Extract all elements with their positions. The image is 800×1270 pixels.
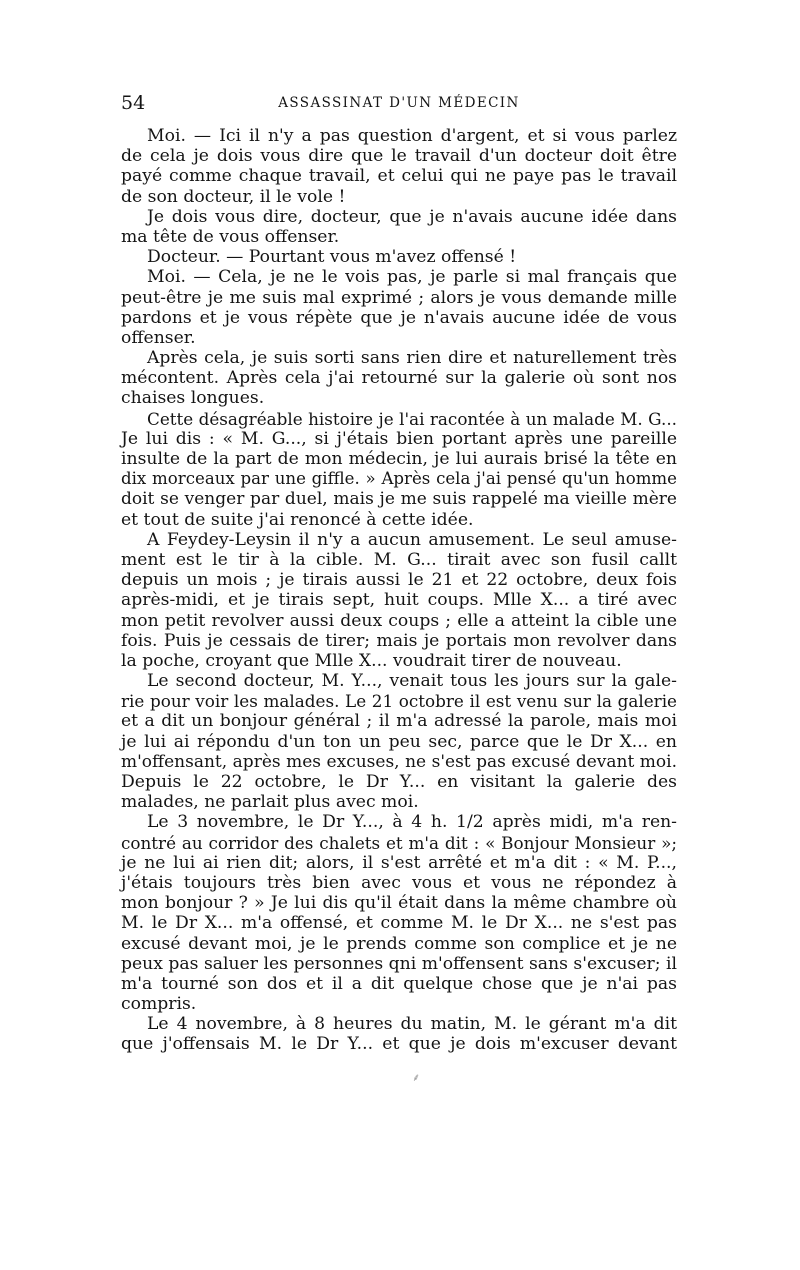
text-line: j'étais toujours très bien avec vous et vous ne répondez à — [121, 872, 677, 893]
page-number: 54 — [121, 92, 146, 114]
text-line: je lui ai répondu d'un ton un peu sec, parce que le Dr X... en — [121, 731, 677, 752]
running-title: ASSASSINAT D'UN MÉDECIN — [278, 95, 520, 111]
text-line: que j'offensais M. le Dr Y... et que je dois m'excuser devant — [121, 1034, 677, 1055]
text-line: de son docteur, il le vole ! — [121, 186, 346, 207]
text-line: de cela je dois vous dire que le travail d'un docteur doit être — [121, 146, 677, 167]
text-line: compris. — [121, 994, 197, 1015]
text-line: mon petit revolver aussi deux coups ; elle a atteint la cible une — [121, 610, 677, 631]
text-line: m'a tourné son dos et il a dit quelque chose que je n'ai pas — [121, 973, 677, 994]
text-line: payé comme chaque travail, et celui qui ne paye pas le travail — [121, 166, 677, 187]
text-line: dix morceaux par une giffle. » Après cela j'ai pensé qu'un homme — [121, 469, 677, 489]
text-line: Je dois vous dire, docteur, que je n'avais aucune idée dans — [147, 206, 677, 227]
text-line: après-midi, et je tirais sept, huit coups. Mlle X... a tiré avec — [121, 590, 677, 611]
text-line: la poche, croyant que Mlle X... voudrait tirer de nouveau. — [121, 650, 622, 671]
text-line: A Feydey-Leysin il n'y a aucun amusement. Le seul amuse- — [147, 529, 677, 550]
body-text — [121, 126, 677, 1055]
text-line: offenser. — [121, 327, 196, 348]
text-line: Après cela, je suis sorti sans rien dire et naturellement très — [147, 348, 677, 369]
text-line: mécontent. Après cela j'ai retourné sur la galerie où sont nos — [121, 368, 677, 389]
text-line: Le 3 novembre, le Dr Y..., à 4 h. 1/2 après midi, m'a ren- — [147, 812, 677, 833]
text-line: depuis un mois ; je tirais aussi le 21 et 22 octobre, deux fois — [121, 570, 677, 591]
text-line: Le second docteur, M. Y..., venait tous les jours sur la gale- — [147, 671, 677, 692]
text-line: rie pour voir les malades. Le 21 octobre il est venu sur la galerie — [121, 691, 677, 712]
text-line: peut-être je me suis mal exprimé ; alors je vous demande mille — [121, 287, 677, 308]
text-line: excusé devant moi, je le prends comme son complice et je ne — [121, 933, 677, 954]
text-line: et a dit un bonjour général ; il m'a adressé la parole, mais moi — [121, 711, 677, 732]
text-line: doit se venger par duel, mais je me suis rappelé ma vieille mère — [121, 489, 677, 510]
text-line: ma tête de vous offenser. — [121, 226, 340, 247]
text-line: m'offensant, après mes excuses, ne s'est pas excusé devant moi. — [121, 751, 677, 772]
text-line: chaises longues. — [121, 388, 265, 409]
text-line: Le 4 novembre, à 8 heures du matin, M. le gérant m'a dit — [147, 1014, 677, 1035]
text-line: Depuis le 22 octobre, le Dr Y... en visitant la galerie des — [121, 772, 677, 792]
text-line: Docteur. — Pourtant vous m'avez offensé ! — [147, 247, 517, 268]
text-line: M. le Dr X... m'a offensé, et comme M. le Dr X... ne s'est pas — [121, 913, 677, 934]
text-line: malades, ne parlait plus avec moi. — [121, 792, 419, 813]
text-line: Moi. — Cela, je ne le vois pas, je parle si mal français que — [147, 267, 677, 288]
text-line: pardons et je vous répète que je n'avais aucune idée de vous — [121, 307, 677, 328]
text-line: insulte de la part de mon médecin, je lui aurais brisé la tête en — [121, 449, 677, 469]
text-line: Moi. — Ici il n'y a pas question d'argent, et si vous parlez — [147, 126, 677, 146]
text-line: peux pas saluer les personnes qni m'offensent sans s'excuser; il — [121, 953, 677, 974]
text-line: contré au corridor des chalets et m'a dit : « Bonjour Monsieur »; — [121, 832, 677, 853]
text-line: je ne lui ai rien dit; alors, il s'est arrêté et m'a dit : « M. P..., — [121, 852, 677, 873]
text-line: ment est le tir à la cible. M. G... tirait avec son fusil callt — [121, 549, 677, 570]
text-line: Je lui dis : « M. G..., si j'étais bien portant après une pareille — [121, 428, 677, 449]
text-line: fois. Puis je cessais de tirer; mais je portais mon revolver dans — [121, 630, 677, 651]
text-line: Cette désagréable histoire je l'ai racontée à un malade M. G... — [147, 408, 677, 429]
text-line: et tout de suite j'ai renoncé à cette idée. — [121, 509, 474, 530]
ink-speck: ⸙ — [412, 1071, 421, 1084]
running-head — [121, 92, 677, 116]
text-line: mon bonjour ? » Je lui dis qu'il était dans la même chambre où — [121, 893, 677, 914]
